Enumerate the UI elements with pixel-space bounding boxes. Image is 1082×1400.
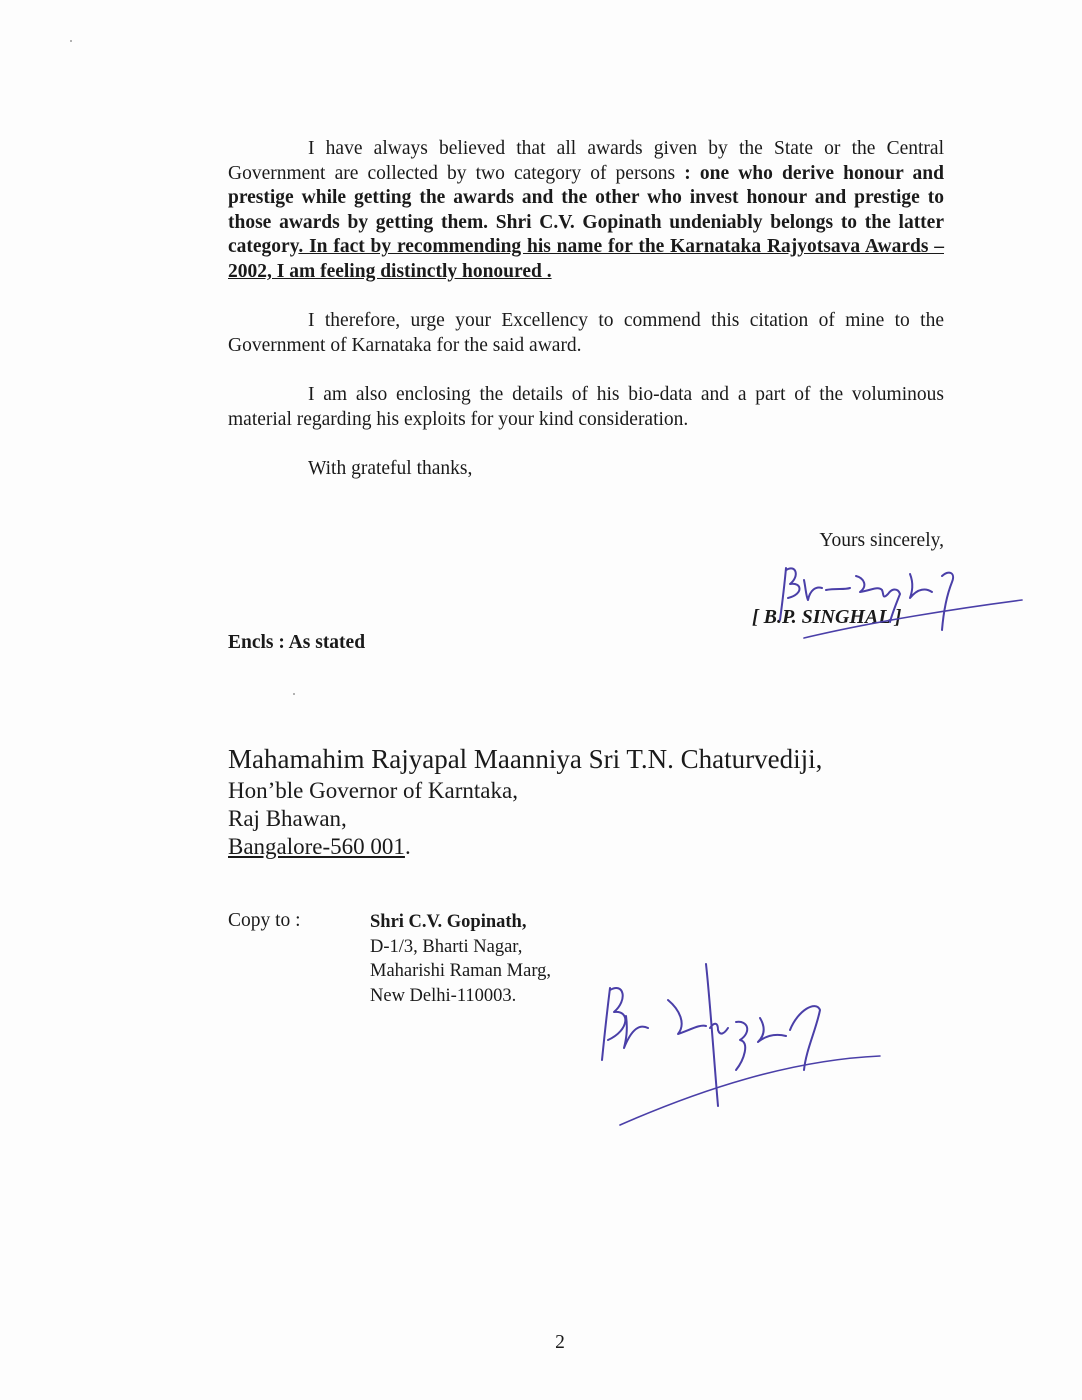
copy-to-label: Copy to : (228, 910, 301, 931)
copy-to-name: Shri C.V. Gopinath, (370, 912, 527, 932)
valediction: Yours sincerely, (819, 530, 944, 551)
scan-speck (293, 693, 295, 695)
closing-thanks-text: With grateful thanks, (308, 458, 473, 479)
addressee-building: Raj Bhawan, (228, 806, 347, 831)
signature-bottom (590, 960, 890, 1130)
addressee-city (228, 833, 411, 861)
copy-to-line-2: Maharishi Raman Marg, (370, 961, 552, 981)
paragraph-1-underlined-text: . In fact by recommending his name for the Karnataka Rajyotsava Awards – 2002, I am feeling distinctly honoured . (228, 236, 944, 282)
paragraph-enclosing-details (228, 383, 944, 432)
paragraph-2-text: I therefore, urge your Excellency to commend this citation of mine to the Government of Karnataka for the said award. (228, 310, 944, 356)
addressee-name: Mahamahim Rajyapal Maanniya Sri T.N. Chaturvediji, (228, 744, 823, 774)
paragraph-3-text: I am also enclosing the details of his bio-data and a part of the voluminous material regarding his exploits for your kind consideration. (228, 384, 944, 430)
paragraph-1-normal-text: I have always believed that all awards given by the State or the Central Government are collected by two category of persons (228, 138, 944, 184)
copy-to-line-3: New Delhi-110003. (370, 985, 517, 1006)
copy-to-line-1: D-1/3, Bharti Nagar, (370, 936, 523, 957)
paragraph-1-bold-text: : one who derive honour and prestige while getting the awards and the other who invest honour and prestige to those awards by getting them. Shri C.V. Gopinath undeniably belongs to the latter category (228, 162, 944, 258)
addressee-city-suffix: . (404, 834, 411, 859)
paragraph-awards-belief (228, 137, 944, 285)
addressee-city-underlined: Bangalore-560 001 (228, 834, 405, 859)
copy-to-address (370, 910, 551, 1008)
addressee-title: Hon’ble Governor of Karntaka, (228, 778, 518, 803)
signature-top (760, 560, 1030, 650)
page-number: 2 (555, 1332, 565, 1353)
signatory-name: [ B.P. SINGHAL ] (752, 606, 902, 628)
scan-speck (70, 40, 72, 42)
enclosures-note: Encls : As stated (228, 632, 366, 653)
paragraph-urge-commend (228, 309, 944, 358)
closing-thanks (228, 457, 944, 482)
